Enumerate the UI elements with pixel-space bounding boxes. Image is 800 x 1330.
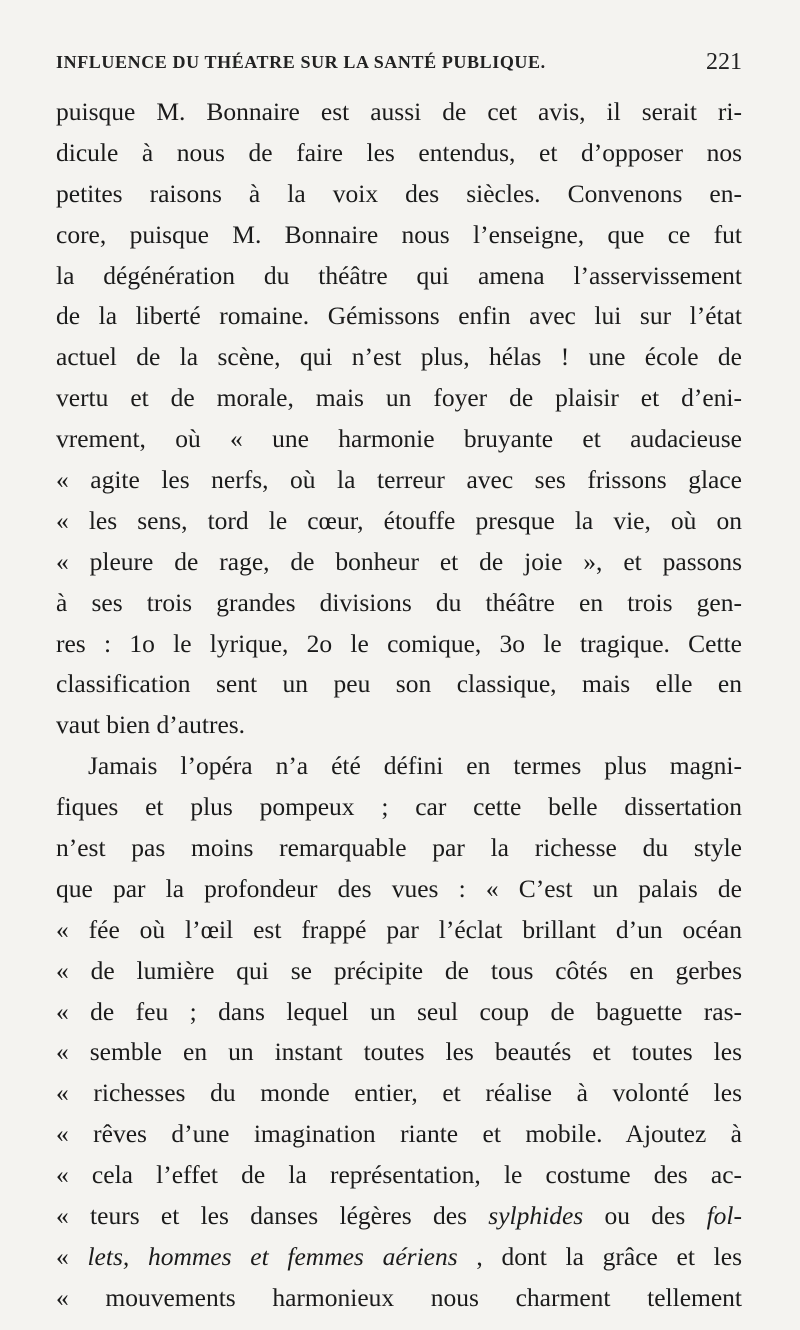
text-segment: core, puisque M. Bonnaire nous l’enseigne, que ce fut [56,219,742,249]
text-line [56,378,742,419]
text-segment: « les sens, tord le cœur, étouffe presque la vie, où on [56,505,742,535]
page-number: 221 [706,48,742,75]
italic-text: fol- [706,1201,742,1231]
text-segment: vrement, où « une harmonie bruyante et audacieuse [56,424,742,454]
text-segment: classification sent un peu son classique, mais elle en [56,669,742,699]
text-segment: « rêves d’une imagination riante et mobile. Ajoutez à [56,1119,742,1149]
text-segment: « pleure de rage, de bonheur et de joie », et passons [56,546,742,576]
text-segment: puisque M. Bonnaire est aussi de cet avis, il serait ri- [56,97,742,126]
text-segment: « richesses du monde entier, et réalise à volonté les [56,1078,742,1108]
text-line [56,92,742,133]
text-segment: Jamais l’opéra n’a été défini en termes plus magni- [88,751,742,781]
italic-text: lets, hommes et femmes aériens [87,1241,458,1271]
body-text [56,92,742,1319]
text-segment: res : 1o le lyrique, 2o le comique, 3o le tragique. Cette [56,628,742,658]
text-segment: « fée où l’œil est frappé par l’éclat brillant d’un océan [56,914,742,944]
text-line [56,1278,742,1319]
text-line [56,869,742,910]
text-line [56,296,742,337]
text-segment: « mouvements harmonieux nous charment tellement [56,1282,742,1312]
text-line [56,215,742,256]
italic-text: sylphides [488,1201,584,1231]
text-segment: que par la profondeur des vues : « C’est un palais de [56,873,742,903]
text-segment: « [56,1241,88,1271]
text-line [56,664,742,705]
text-line [56,460,742,501]
text-line [56,705,742,746]
text-line [56,992,742,1033]
text-segment: « de feu ; dans lequel un seul coup de baguette ras- [56,996,742,1026]
text-segment: dicule à nous de faire les entendus, et d’opposer nos [56,137,742,167]
text-segment: la dégénération du théâtre qui amena l’asservissement [56,260,742,290]
text-segment: actuel de la scène, qui n’est plus, hélas ! une école de [56,342,742,372]
text-line [56,337,742,378]
text-segment: « agite les nerfs, où la terreur avec ses frissons glace [56,465,742,495]
text-line [56,133,742,174]
text-line [56,256,742,297]
page-header [56,40,742,84]
text-segment: fiques et plus pompeux ; car cette belle dissertation [56,792,742,822]
text-line [56,542,742,583]
text-line [56,501,742,542]
text-line [56,174,742,215]
text-segment: n’est pas moins remarquable par la richesse du style [56,833,742,863]
text-segment: vertu et de morale, mais un foyer de plaisir et d’eni- [56,383,742,413]
text-line [56,951,742,992]
text-line [56,1073,742,1114]
text-segment: petites raisons à la voix des siècles. Convenons en- [56,178,742,208]
text-segment: « teurs et les danses légères des [56,1201,489,1231]
text-segment: de la liberté romaine. Gémissons enfin avec lui sur l’état [56,301,742,331]
text-line [56,1155,742,1196]
text-line [56,787,742,828]
text-segment: vaut bien d’autres. [56,710,246,740]
text-line [56,1032,742,1073]
text-line [56,624,742,665]
text-line [56,419,742,460]
text-segment: , dont la grâce et les [457,1241,742,1271]
text-line [56,746,742,787]
text-line [56,910,742,951]
text-line [56,828,742,869]
text-segment: « semble en un instant toutes les beautés et toutes les [56,1037,742,1067]
running-head: INFLUENCE DU THÉATRE SUR LA SANTÉ PUBLIQUE. [56,51,546,72]
text-line [56,1114,742,1155]
text-segment: à ses trois grandes divisions du théâtre en trois gen- [56,587,742,617]
text-segment: « de lumière qui se précipite de tous côtés en gerbes [56,955,742,985]
text-line [56,583,742,624]
text-line [56,1237,742,1278]
text-line [56,1196,742,1237]
text-segment: « cela l’effet de la représentation, le costume des ac- [56,1160,742,1190]
text-segment: ou des [583,1201,707,1231]
